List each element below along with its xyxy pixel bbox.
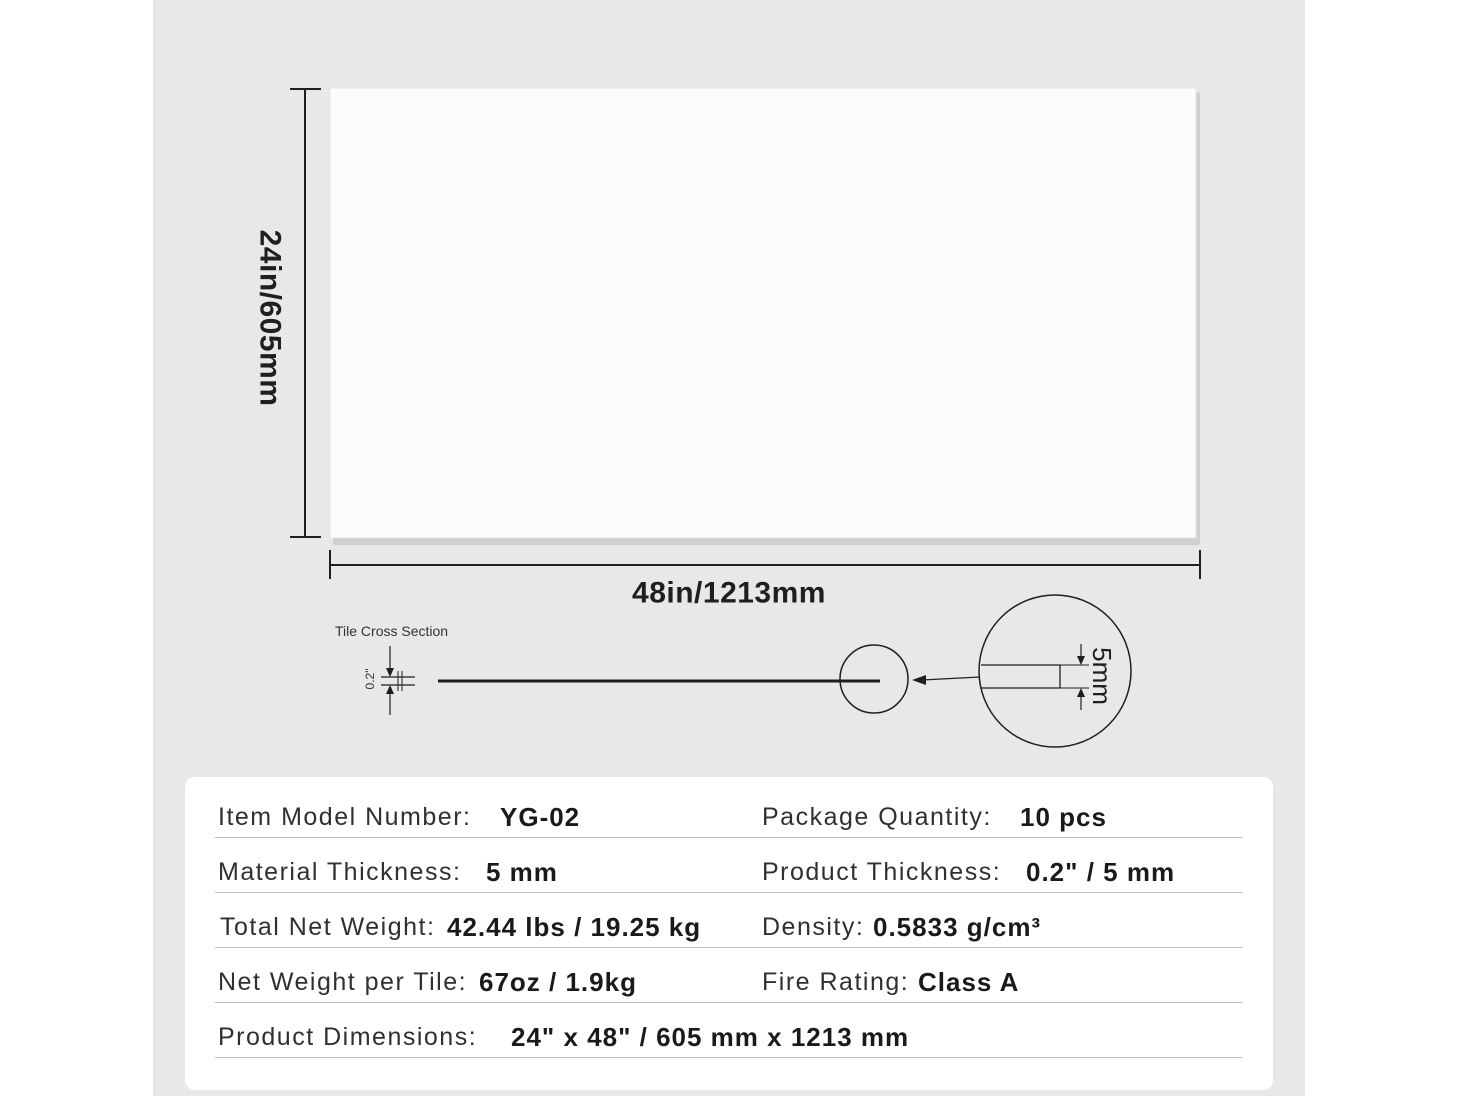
detail-pointer-arrowhead: [912, 675, 926, 685]
density-label: Density:: [762, 913, 865, 941]
height-label: 24in/605mm: [253, 229, 287, 407]
spec-row-tile-weight-fire: [215, 963, 1243, 1003]
thickness-upper-arrowhead: [386, 668, 394, 677]
product-dimensions-label: Product Dimensions:: [218, 1023, 478, 1051]
net-weight-per-tile-value: 67oz / 1.9kg: [479, 967, 637, 997]
package-quantity-label: Package Quantity:: [762, 803, 992, 831]
fire-rating-label: Fire Rating:: [762, 968, 910, 996]
spec-row-dimensions: [215, 1018, 1243, 1058]
density-value: 0.5833 g/cm³: [873, 912, 1042, 942]
item-model-number-label: Item Model Number:: [218, 803, 472, 831]
cross-section-thickness-label: 0.2": [363, 668, 377, 690]
spec-row-weight-density: [215, 908, 1243, 948]
detail-pointer-line: [922, 677, 980, 680]
product-thickness-value: 0.2" / 5 mm: [1026, 857, 1176, 887]
spec-row-thickness: [215, 853, 1243, 893]
spec-row-model-quantity: [215, 798, 1243, 838]
total-net-weight-label: Total Net Weight:: [220, 913, 436, 941]
detail-marker-circle: [840, 645, 908, 713]
specifications-card: [185, 777, 1273, 1090]
product-thickness-label: Product Thickness:: [762, 858, 1002, 886]
item-model-number-value: YG-02: [500, 802, 581, 832]
cross-section-title: Tile Cross Section: [335, 623, 449, 639]
package-quantity-value: 10 pcs: [1020, 802, 1107, 832]
product-dimensions-value: 24" x 48" / 605 mm x 1213 mm: [511, 1022, 910, 1052]
magnified-thickness-label: 5mm: [1087, 647, 1117, 705]
material-thickness-label: Material Thickness:: [218, 858, 462, 886]
tile-face: [330, 88, 1196, 538]
fire-rating-value: Class A: [918, 967, 1020, 997]
thickness-lower-arrowhead: [386, 685, 394, 694]
magnified-lower-arrowhead: [1077, 688, 1085, 697]
magnified-upper-arrowhead: [1077, 656, 1085, 665]
total-net-weight-value: 42.44 lbs / 19.25 kg: [447, 912, 702, 942]
net-weight-per-tile-label: Net Weight per Tile:: [218, 968, 468, 996]
width-label: 48in/1213mm: [632, 576, 826, 610]
material-thickness-value: 5 mm: [486, 857, 558, 887]
